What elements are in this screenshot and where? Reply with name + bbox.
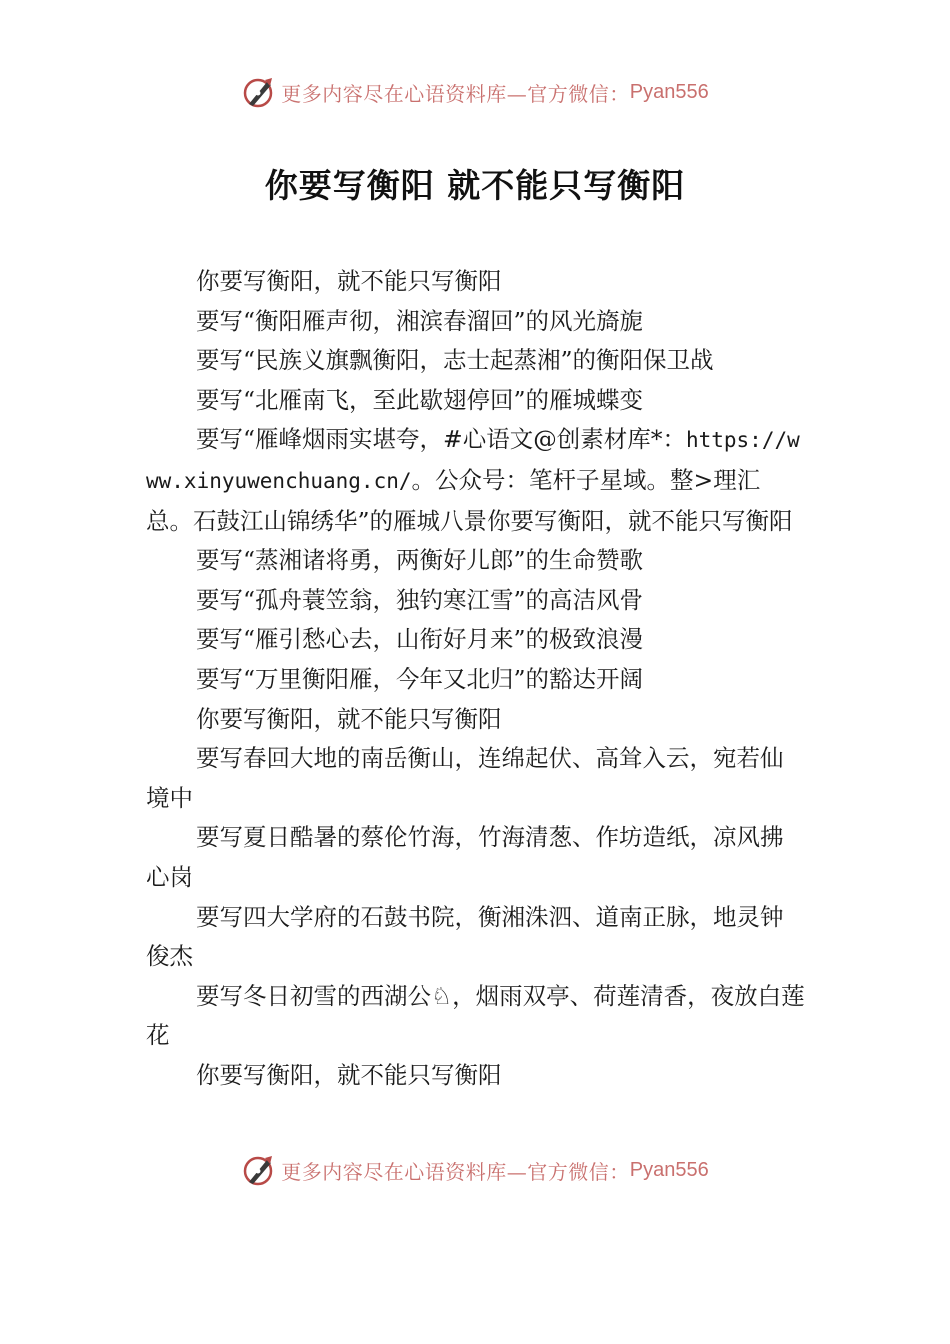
paragraph: 要写“万里衡阳雁，今年又北归”的豁达开阔 bbox=[196, 664, 644, 693]
paragraph: 要写夏日酷暑的蔡伦竹海，竹海清葱、作坊造纸，凉风拂心岗 bbox=[146, 823, 784, 891]
banner-text: 更多内容尽在心语资料库—官方微信： bbox=[281, 1159, 630, 1184]
paragraph: 要写“民族义旗飘衡阳，志士起蒸湘”的衡阳保卫战 bbox=[196, 346, 714, 375]
paragraph: 你要写衡阳，就不能只写衡阳 bbox=[196, 1060, 502, 1089]
paragraph: 要写春回大地的南岳衡山，连绵起伏、高耸入云，宛若仙境中 bbox=[146, 744, 784, 812]
paragraph: 你要写衡阳，就不能只写衡阳 bbox=[196, 267, 502, 295]
paragraph: 你要写衡阳，就不能只写衡阳 bbox=[196, 704, 502, 733]
banner-text: 更多内容尽在心语资料库—官方微信： bbox=[281, 81, 630, 106]
pen-nib-logo-icon bbox=[241, 74, 277, 110]
header-banner bbox=[0, 72, 950, 112]
paragraph: 要写“蒸湘诸将勇，两衡好儿郎”的生命赞歌 bbox=[196, 546, 644, 575]
pen-nib-logo-icon bbox=[241, 1152, 277, 1188]
page-title: 你要写衡阳 就不能只写衡阳 bbox=[264, 166, 686, 205]
url-paragraph-after: 。公众号：笔杆子星域。整>理汇总。石鼓江山锦绣华”的雁城八景你要写衡阳，就不能只写衡阳 bbox=[146, 465, 793, 535]
paragraph: 要写“北雁南飞，至此歇翅停回”的雁城蝶变 bbox=[196, 385, 644, 414]
banner-wechat-id: Pyan556 bbox=[629, 1158, 709, 1181]
paragraph: 要写“孤舟蓑笠翁，独钓寒江雪”的高洁风骨 bbox=[196, 585, 644, 614]
paragraph: 要写冬日初雪的西湖公♘，烟雨双亭、荷莲清香，夜放白莲花 bbox=[146, 981, 805, 1050]
banner-wechat-id: Pyan556 bbox=[629, 80, 709, 103]
source-url: https://www.xinyuwenchuang.cn/ bbox=[146, 428, 800, 493]
paragraph: 要写四大学府的石鼓书院，衡湘洙泗、道南正脉，地灵钟俊杰 bbox=[146, 902, 784, 971]
paragraph-with-url bbox=[146, 420, 806, 541]
document-body bbox=[146, 262, 806, 1095]
paragraph: 要写“雁引愁心去，山衔好月来”的极致浪漫 bbox=[196, 625, 644, 654]
paragraph: 要写“衡阳雁声彻，湘滨春溜回”的风光旖旎 bbox=[196, 306, 644, 335]
url-paragraph-before: 要写“雁峰烟雨实堪夸，#心语文@创素材库*： bbox=[196, 425, 686, 454]
footer-banner bbox=[0, 1150, 950, 1190]
